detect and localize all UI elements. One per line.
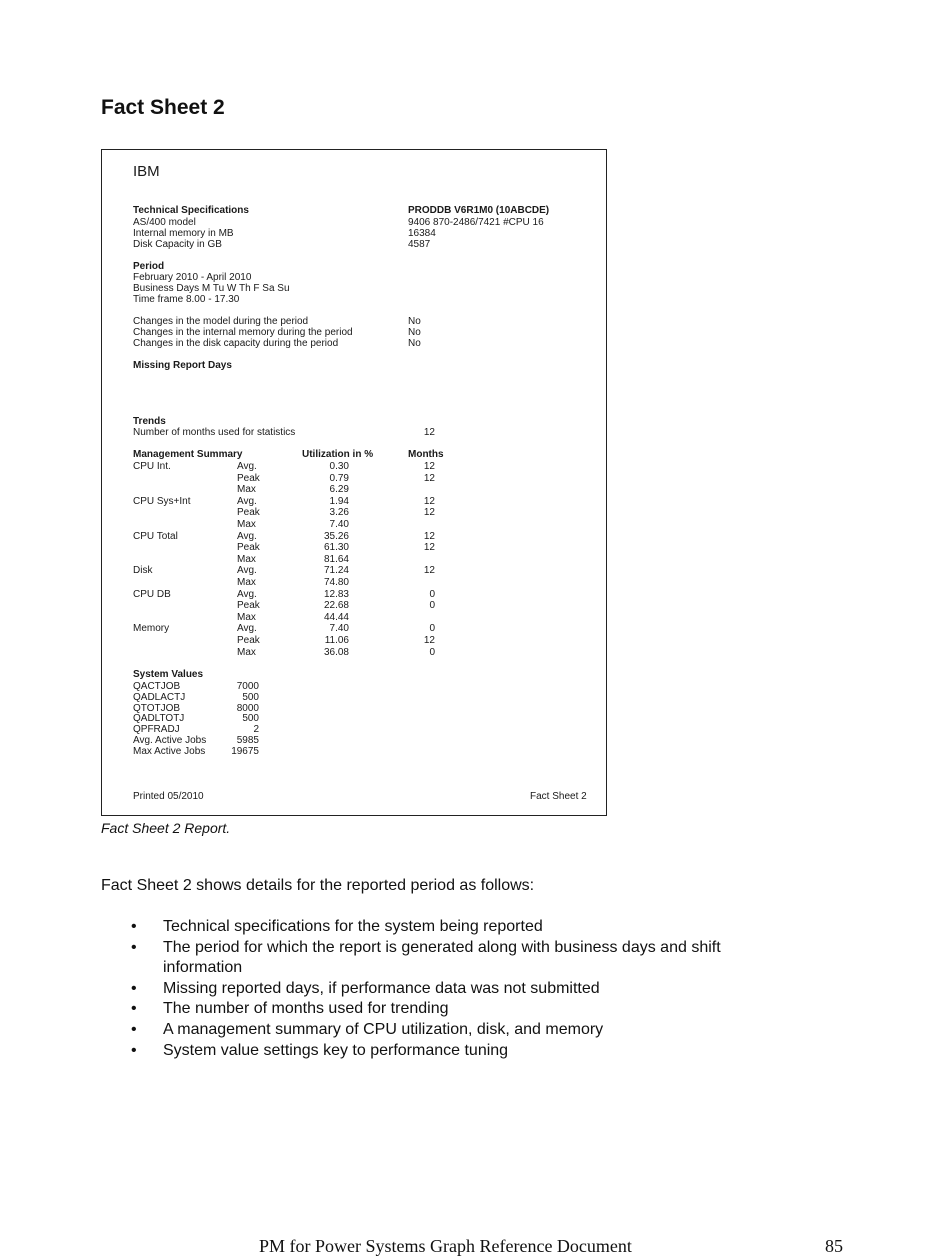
summary-utilization-value: 71.24 [323, 565, 349, 577]
change-label: Changes in the disk capacity during the period [133, 338, 339, 349]
spec-label: Internal memory in MB [133, 228, 234, 239]
management-title: Management Summary [133, 449, 243, 460]
summary-stat-label: Avg. [237, 530, 257, 542]
system-value-number: 7000 [236, 681, 259, 692]
summary-months-value: 12 [423, 565, 435, 577]
summary-utilization-value: 1.94 [329, 495, 349, 507]
summary-stat-label: Peak [237, 600, 260, 612]
summary-stat-label: Max [237, 577, 256, 588]
change-value: No [408, 316, 421, 327]
system-value-number: 5985 [236, 735, 259, 746]
system-value-label: QADLTOTJ [133, 713, 185, 725]
figure-caption: Fact Sheet 2 Report. [101, 820, 231, 836]
summary-utilization-value: 6.29 [329, 484, 349, 496]
summary-stat-label: Max [237, 484, 256, 496]
summary-stat-label: Max [237, 611, 256, 623]
summary-stat-label: Avg. [237, 623, 257, 635]
summary-group-label: CPU Sys+Int [133, 495, 191, 507]
summary-stat-label: Avg. [237, 565, 257, 577]
summary-stat-label: Peak [237, 507, 260, 519]
system-value-label: QADLACTJ [133, 691, 186, 703]
summary-group-label: CPU DB [133, 588, 171, 600]
business-days: Business Days M Tu W Th F Sa Su [133, 283, 290, 294]
system-value-label: QTOTJOB [133, 702, 181, 714]
time-frame: Time frame 8.00 - 17.30 [133, 294, 240, 305]
change-value: No [408, 327, 421, 338]
summary-stat-label: Max [237, 553, 256, 565]
bullet-item: • Technical specifications for the system being reported [101, 917, 801, 938]
summary-utilization-value: 44.44 [323, 611, 349, 623]
system-id: PRODDB V6R1M0 (10ABCDE) [408, 205, 550, 216]
summary-utilization-value: 3.26 [329, 507, 349, 519]
summary-months-value: 12 [423, 461, 435, 472]
page-title: Fact Sheet 2 [101, 96, 225, 119]
bullet-item: • System value settings key to performance tuning [101, 1041, 801, 1062]
trends-label: Number of months used for statistics [133, 427, 296, 438]
intro-paragraph: Fact Sheet 2 shows details for the reported period as follows: [101, 877, 535, 894]
summary-utilization-value: 35.26 [323, 530, 349, 542]
summary-group-label: Disk [133, 565, 153, 577]
summary-months-value: 0 [429, 623, 435, 635]
spec-label: Disk Capacity in GB [133, 239, 222, 250]
summary-stat-label: Avg. [237, 461, 257, 472]
system-value-label: QACTJOB [133, 681, 181, 692]
summary-stat-label: Avg. [237, 588, 257, 600]
summary-utilization-value: 0.79 [329, 472, 349, 484]
summary-months-value: 0 [429, 646, 435, 658]
system-value-label: Max Active Jobs [133, 745, 206, 757]
system-value-number: 500 [242, 713, 259, 725]
bullet-item: • The period for which the report is generated along with business days and shift information [101, 938, 801, 979]
trends-value: 12 [423, 427, 435, 438]
spec-value: 9406 870-2486/7421 #CPU 16 [408, 217, 544, 228]
summary-utilization-value: 12.83 [323, 588, 349, 600]
change-label: Changes in the model during the period [133, 316, 309, 327]
summary-months-value: 12 [423, 507, 435, 519]
summary-utilization-value: 11.06 [324, 635, 349, 646]
summary-group-label: CPU Int. [133, 461, 171, 472]
missing-days-title: Missing Report Days [133, 360, 232, 371]
spec-value: 4587 [408, 239, 431, 250]
bullet-list [101, 917, 801, 1061]
summary-group-label: Memory [133, 623, 170, 635]
summary-stat-label: Max [237, 519, 256, 530]
summary-group-label: CPU Total [133, 530, 178, 542]
summary-utilization-value: 81.64 [323, 553, 349, 565]
summary-utilization-value: 7.40 [329, 519, 349, 530]
tech-specs-title: Technical Specifications [133, 205, 249, 216]
footer-document-title: PM for Power Systems Graph Reference Document [259, 1236, 632, 1256]
summary-utilization-value: 36.08 [323, 646, 349, 658]
summary-months-value: 0 [429, 600, 435, 612]
summary-months-value: 12 [423, 542, 435, 554]
summary-utilization-value: 0.30 [329, 461, 349, 472]
system-value-label: Avg. Active Jobs [133, 735, 207, 746]
period-title: Period [133, 261, 165, 272]
summary-months-value: 12 [423, 472, 435, 484]
change-label: Changes in the internal memory during the period [133, 327, 353, 338]
system-value-label: QPFRADJ [133, 724, 180, 736]
spec-value: 16384 [408, 228, 436, 239]
page-number: 85 [825, 1236, 843, 1256]
change-value: No [408, 338, 421, 349]
period-range: February 2010 - April 2010 [133, 272, 252, 283]
bullet-item: • The number of months used for trending [101, 999, 801, 1020]
trends-title: Trends [133, 416, 166, 427]
printed-date: Printed 05/2010 [133, 791, 204, 802]
report-sheet-label: Fact Sheet 2 [530, 791, 587, 802]
system-value-number: 500 [242, 691, 259, 703]
summary-stat-label: Peak [237, 542, 260, 554]
spec-label: AS/400 model [133, 217, 196, 228]
summary-stat-label: Peak [237, 635, 260, 646]
summary-months-value: 12 [423, 635, 435, 646]
months-column-header: Months [408, 449, 444, 460]
summary-utilization-value: 7.40 [329, 623, 349, 635]
summary-months-value: 12 [423, 495, 435, 507]
system-value-number: 8000 [236, 702, 259, 714]
utilization-column-header: Utilization in % [302, 449, 374, 460]
report-image [101, 149, 607, 816]
system-values-title: System Values [133, 669, 204, 680]
summary-utilization-value: 61.30 [323, 542, 349, 554]
summary-months-value: 0 [429, 588, 435, 600]
summary-months-value: 12 [423, 530, 435, 542]
system-value-number: 19675 [231, 745, 259, 757]
summary-utilization-value: 74.80 [323, 577, 349, 588]
summary-stat-label: Peak [237, 472, 260, 484]
bullet-item: • A management summary of CPU utilization, disk, and memory [101, 1020, 801, 1041]
ibm-logo-text: IBM [133, 163, 160, 180]
system-value-number: 2 [253, 724, 259, 736]
bullet-item: • Missing reported days, if performance data was not submitted [101, 979, 801, 1000]
summary-utilization-value: 22.68 [323, 600, 349, 612]
summary-stat-label: Max [237, 646, 256, 658]
summary-stat-label: Avg. [237, 495, 257, 507]
